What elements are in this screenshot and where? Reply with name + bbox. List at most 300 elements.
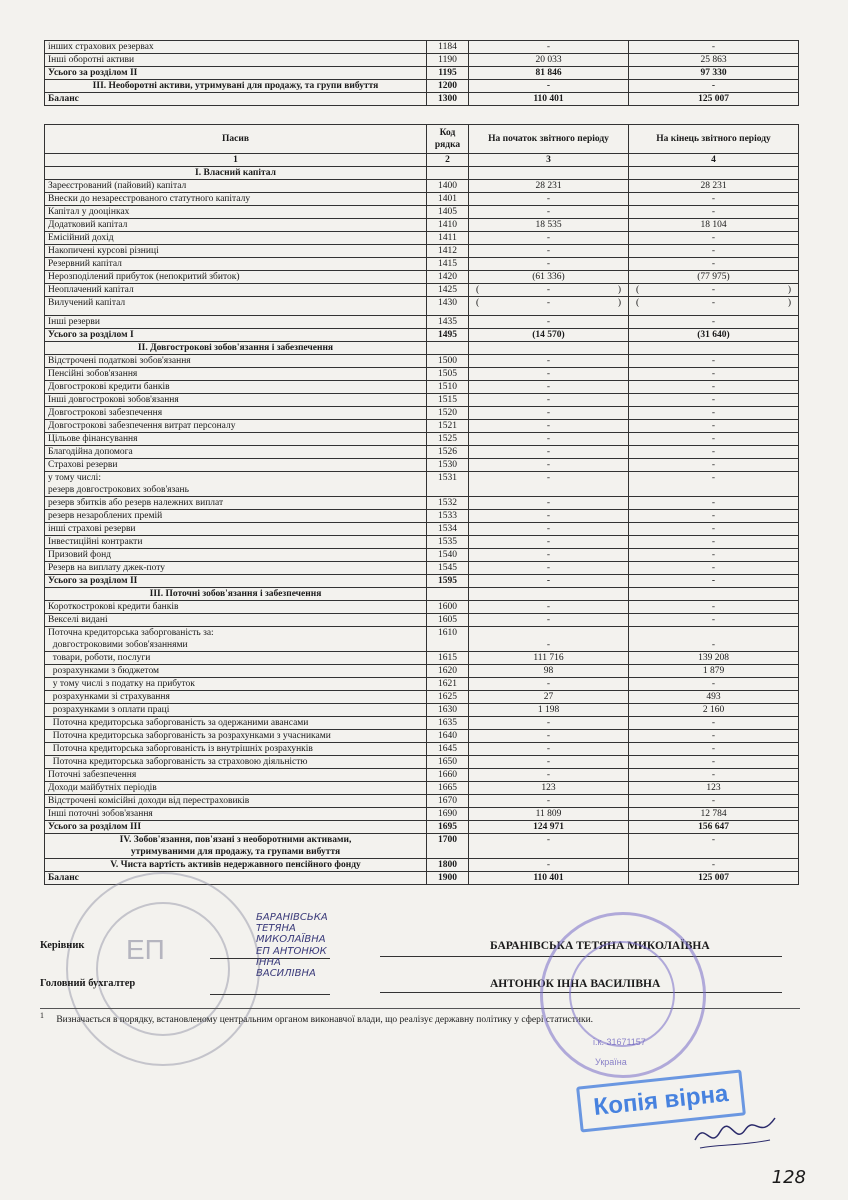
section-total-row — [45, 834, 799, 859]
row-start-value: 111 716 — [469, 652, 629, 665]
row-name — [45, 562, 427, 575]
row-end-value: - — [629, 717, 799, 730]
row-end-value: - — [629, 562, 799, 575]
row-start-value: - — [469, 420, 629, 433]
accountant-e-signature — [256, 946, 327, 979]
table-row — [45, 193, 799, 206]
row-end-value: - — [629, 859, 799, 872]
table-row — [45, 756, 799, 769]
row-start-value: 11 809 — [469, 808, 629, 821]
row-name-line2: довгостроковими зобов'язаннями — [48, 640, 188, 650]
table-row — [45, 678, 799, 691]
table-row — [45, 316, 799, 329]
row-name — [45, 394, 427, 407]
liabilities-table — [44, 124, 799, 885]
director-esig-line2: ТЕТЯНА — [256, 923, 296, 934]
row-end-value: 28 231 — [629, 180, 799, 193]
table-row — [45, 41, 799, 54]
row-name — [45, 730, 427, 743]
row-name: Баланс — [45, 93, 427, 106]
row-start-value: - — [469, 510, 629, 523]
row-end-value: - — [629, 730, 799, 743]
section-end-empty — [629, 342, 799, 355]
row-code: 1534 — [427, 523, 469, 536]
open-paren: ( — [476, 285, 480, 295]
row-name — [45, 782, 427, 795]
row-start-value: - — [469, 859, 629, 872]
row-code: 1410 — [427, 219, 469, 232]
open-paren: ( — [636, 298, 640, 308]
row-start-value: 81 846 — [469, 67, 629, 80]
row-code: 1300 — [427, 93, 469, 106]
row-end-value: - — [629, 41, 799, 54]
section-total-row — [45, 859, 799, 872]
row-start-value: 18 535 — [469, 219, 629, 232]
row-end-value: - — [629, 193, 799, 206]
row-code: 1510 — [427, 381, 469, 394]
section-header-row — [45, 588, 799, 601]
col-num-3: 3 — [469, 154, 629, 167]
section-end-empty — [629, 588, 799, 601]
table-header-row — [45, 125, 799, 154]
row-name — [45, 652, 427, 665]
value: - — [546, 298, 551, 308]
header-code: Код рядка — [427, 125, 469, 154]
row-name-line1: товари, роботи, послуги — [48, 653, 151, 663]
table-row — [45, 219, 799, 232]
table-row — [45, 510, 799, 523]
row-code: 1635 — [427, 717, 469, 730]
table-row — [45, 67, 799, 80]
row-start-value: - — [469, 549, 629, 562]
row-end-value: - — [629, 381, 799, 394]
ep-seal-stamp — [66, 872, 260, 1066]
row-name — [45, 808, 427, 821]
row-code: 1640 — [427, 730, 469, 743]
row-code: 1695 — [427, 821, 469, 834]
row-name — [45, 743, 427, 756]
table-row — [45, 795, 799, 808]
table-row — [45, 459, 799, 472]
table-row — [45, 652, 799, 665]
table-row — [45, 472, 799, 497]
row-end-value: - — [629, 459, 799, 472]
section-start-empty — [469, 588, 629, 601]
row-name-line1: Додатковий капітал — [48, 220, 128, 230]
row-start-value: - — [469, 41, 629, 54]
row-end-value: 12 784 — [629, 808, 799, 821]
row-code: 1630 — [427, 704, 469, 717]
row-start-value: - — [469, 316, 629, 329]
section-title — [45, 859, 427, 872]
row-code: 1520 — [427, 407, 469, 420]
row-name — [45, 193, 427, 206]
row-name — [45, 297, 427, 316]
row-start-value: - — [469, 627, 629, 652]
row-name-line1: Баланс — [48, 873, 79, 883]
row-start-value: - — [469, 497, 629, 510]
row-code: 1800 — [427, 859, 469, 872]
row-name-line1: резерв збитків або резерв належних виплат — [48, 498, 224, 508]
value: - — [711, 298, 716, 308]
row-name-line1: Відстрочені комісійні доходи від перестраховиків — [48, 796, 250, 806]
row-end-value: - — [629, 575, 799, 588]
row-name-line1: Капітал у дооцінках — [48, 207, 130, 217]
handwritten-signature — [690, 1110, 780, 1160]
row-code: 1615 — [427, 652, 469, 665]
table-row — [45, 245, 799, 258]
row-start-value: - — [469, 446, 629, 459]
row-code: 1411 — [427, 232, 469, 245]
section-title-line1: V. Чиста вартість активів недержавного пенсійного фонду — [110, 860, 361, 870]
row-name-line1: Інші довгострокові зобов'язання — [48, 395, 179, 405]
row-start-value: - — [469, 717, 629, 730]
value: - — [711, 285, 716, 295]
row-name-line1: Страхові резерви — [48, 460, 118, 470]
row-start-value: - — [469, 433, 629, 446]
row-name-line1: Усього за розділом II — [48, 576, 138, 586]
row-start-value: 110 401 — [469, 93, 629, 106]
row-code: 1526 — [427, 446, 469, 459]
row-code: 1605 — [427, 614, 469, 627]
row-name-line1: у тому числі: — [48, 473, 101, 483]
table-row — [45, 782, 799, 795]
table-row — [45, 258, 799, 271]
row-start-value: 123 — [469, 782, 629, 795]
row-name-line1: інші страхові резерви — [48, 524, 136, 534]
accountant-name: АНТОНЮК ІННА ВАСИЛІВНА — [490, 978, 661, 990]
row-name — [45, 601, 427, 614]
row-name-line1: Призовий фонд — [48, 550, 111, 560]
row-end-value: - — [629, 433, 799, 446]
row-name-line1: Резерв на виплату джек-поту — [48, 563, 166, 573]
row-name-line1: Поточна кредиторська заборгованість за: — [48, 628, 214, 638]
row-start-value: - — [469, 769, 629, 782]
row-name — [45, 232, 427, 245]
round-stamp-code: і.к. 31671157 — [593, 1037, 646, 1047]
row-code: 1500 — [427, 355, 469, 368]
row-name-line1: у тому числі з податку на прибуток — [48, 679, 195, 689]
row-name-line1: Поточна кредиторська заборгованість за розрахунками з учасниками — [48, 731, 331, 741]
row-code: 1415 — [427, 258, 469, 271]
row-name-line1: Внески до незареєстрованого статутного капіталу — [48, 194, 251, 204]
row-name — [45, 206, 427, 219]
section-start-empty — [469, 342, 629, 355]
row-code: 1430 — [427, 297, 469, 316]
table-row — [45, 627, 799, 652]
section-header-row — [45, 342, 799, 355]
row-name: інших страхових резервах — [45, 41, 427, 54]
row-code: 1690 — [427, 808, 469, 821]
section-start-empty — [469, 167, 629, 180]
row-name-line1: Емісійний дохід — [48, 233, 114, 243]
row-code: 1650 — [427, 756, 469, 769]
row-name — [45, 329, 427, 342]
row-name: Усього за розділом II — [45, 67, 427, 80]
row-end-value: 1 879 — [629, 665, 799, 678]
row-name: III. Необоротні активи, утримувані для продажу, та групи вибуття — [45, 80, 427, 93]
row-name-line1: розрахунками зі страхування — [48, 692, 170, 702]
row-name-line1: Довгострокові кредити банків — [48, 382, 170, 392]
row-name — [45, 219, 427, 232]
row-name — [45, 355, 427, 368]
row-code: 1700 — [427, 834, 469, 859]
row-start-value: - — [469, 368, 629, 381]
col-num-2: 2 — [427, 154, 469, 167]
row-name — [45, 459, 427, 472]
row-start-value: - — [469, 575, 629, 588]
row-start-value: - — [469, 407, 629, 420]
close-paren: ) — [787, 298, 791, 308]
row-start-value: - — [469, 536, 629, 549]
row-name — [45, 691, 427, 704]
row-end-value: - — [629, 472, 799, 497]
row-name-line1: Відстрочені податкові зобов'язання — [48, 356, 191, 366]
row-end-value: - — [629, 678, 799, 691]
row-end-value: (77 975) — [629, 271, 799, 284]
row-start-value: - — [469, 232, 629, 245]
table-row — [45, 769, 799, 782]
director-e-signature — [256, 912, 328, 945]
director-esig-line3: МИКОЛАЇВНА — [256, 934, 326, 945]
table-row — [45, 394, 799, 407]
row-name — [45, 549, 427, 562]
row-name — [45, 665, 427, 678]
row-code: 1620 — [427, 665, 469, 678]
row-code: 1521 — [427, 420, 469, 433]
director-label: Керівник — [40, 940, 85, 951]
close-paren: ) — [617, 285, 621, 295]
row-name — [45, 446, 427, 459]
accountant-esig-line1: ЕП АНТОНЮК — [256, 946, 327, 957]
row-name — [45, 472, 427, 497]
row-name-line1: Пенсійні зобов'язання — [48, 369, 138, 379]
table-row — [45, 329, 799, 342]
open-paren: ( — [476, 298, 480, 308]
row-name — [45, 756, 427, 769]
section-title: III. Поточні зобов'язання і забезпечення — [45, 588, 427, 601]
director-esig-line1: БАРАНІВСЬКА — [256, 912, 328, 923]
row-end-value: - — [629, 258, 799, 271]
open-paren: ( — [636, 285, 640, 295]
row-code: 1530 — [427, 459, 469, 472]
table-row — [45, 355, 799, 368]
row-name — [45, 795, 427, 808]
table-row — [45, 562, 799, 575]
row-name-line1: Резервний капітал — [48, 259, 122, 269]
row-end-value: - — [629, 743, 799, 756]
row-end-value: - — [629, 834, 799, 859]
row-end-value — [629, 297, 799, 316]
row-start-value: - — [469, 355, 629, 368]
section-header-row — [45, 167, 799, 180]
row-name-line1: Поточна кредиторська заборгованість за страховою діяльністю — [48, 757, 308, 767]
row-name — [45, 821, 427, 834]
table-row — [45, 665, 799, 678]
row-code: 1515 — [427, 394, 469, 407]
section-code-empty — [427, 588, 469, 601]
row-name — [45, 614, 427, 627]
row-name-line1: Усього за розділом I — [48, 330, 134, 340]
table-row — [45, 730, 799, 743]
table-row — [45, 407, 799, 420]
row-end-value: - — [629, 407, 799, 420]
header-end: На кінець звітного періоду — [629, 125, 799, 154]
copy-certified-stamp: Копія вірна — [576, 1069, 746, 1132]
table-row — [45, 54, 799, 67]
header-start: На початок звітного періоду — [469, 125, 629, 154]
row-start-value: - — [469, 245, 629, 258]
row-name-line1: Інші резерви — [48, 317, 100, 327]
row-end-value: 139 208 — [629, 652, 799, 665]
row-end-value: - — [629, 497, 799, 510]
row-code: 1532 — [427, 497, 469, 510]
row-code: 1412 — [427, 245, 469, 258]
col-num-1: 1 — [45, 154, 427, 167]
row-name — [45, 704, 427, 717]
row-name — [45, 258, 427, 271]
row-end-value: - — [629, 245, 799, 258]
row-name — [45, 717, 427, 730]
round-stamp-country: Україна — [595, 1057, 627, 1067]
table-row — [45, 446, 799, 459]
row-name — [45, 536, 427, 549]
table-row — [45, 601, 799, 614]
row-start-value: 27 — [469, 691, 629, 704]
table-row — [45, 368, 799, 381]
row-name-line1: Вилучений капітал — [48, 298, 126, 308]
row-start-value: - — [469, 381, 629, 394]
row-code: 1425 — [427, 284, 469, 297]
row-end-value: 125 007 — [629, 93, 799, 106]
row-end-value: 493 — [629, 691, 799, 704]
close-paren: ) — [787, 285, 791, 295]
row-code: 1595 — [427, 575, 469, 588]
row-name-line1: розрахунками з оплати праці — [48, 705, 170, 715]
row-name-line1: Довгострокові забезпечення — [48, 408, 163, 418]
row-end-value: - — [629, 756, 799, 769]
row-name-line2: резерв довгострокових зобов'язань — [48, 485, 189, 495]
row-code: 1405 — [427, 206, 469, 219]
row-start-value: - — [469, 743, 629, 756]
row-name — [45, 497, 427, 510]
row-name-line1: Поточні забезпечення — [48, 770, 137, 780]
row-code: 1525 — [427, 433, 469, 446]
row-start-value: - — [469, 756, 629, 769]
table-row — [45, 206, 799, 219]
round-stamp-inner — [569, 941, 675, 1047]
row-start-value: - — [469, 193, 629, 206]
row-name-line1: розрахунками з бюджетом — [48, 666, 160, 676]
row-name — [45, 627, 427, 652]
row-end-value: 2 160 — [629, 704, 799, 717]
footnote-text: Визначається в порядку, встановленому центральним органом виконавчої влади, що реалізує державну політику у сфері статистики. — [56, 1015, 594, 1026]
row-code: 1190 — [427, 54, 469, 67]
row-name-line1: Інвестиційні контракти — [48, 537, 143, 547]
table-row — [45, 80, 799, 93]
row-name-line1: Накопичені курсові різниці — [48, 246, 159, 256]
row-code: 1535 — [427, 536, 469, 549]
table-row — [45, 420, 799, 433]
row-end-value: - — [629, 368, 799, 381]
row-name — [45, 575, 427, 588]
row-name-line1: Інші поточні зобов'язання — [48, 809, 153, 819]
row-code: 1660 — [427, 769, 469, 782]
row-name — [45, 678, 427, 691]
section-code-empty — [427, 167, 469, 180]
row-start-value: - — [469, 730, 629, 743]
row-name-line1: Зареєстрований (пайовий) капітал — [48, 181, 187, 191]
row-code: 1533 — [427, 510, 469, 523]
row-end-value: - — [629, 523, 799, 536]
row-end-value: - — [629, 232, 799, 245]
row-end-value: - — [629, 394, 799, 407]
row-name-line1: Благодійна допомога — [48, 447, 133, 457]
row-code: 1200 — [427, 80, 469, 93]
row-name — [45, 420, 427, 433]
row-name — [45, 872, 427, 885]
table-row — [45, 575, 799, 588]
row-code: 1900 — [427, 872, 469, 885]
table-row — [45, 523, 799, 536]
row-code: 1400 — [427, 180, 469, 193]
row-code: 1610 — [427, 627, 469, 652]
row-code: 1435 — [427, 316, 469, 329]
row-start-value: - — [469, 601, 629, 614]
row-end-value: (31 640) — [629, 329, 799, 342]
row-name-line1: Усього за розділом III — [48, 822, 142, 832]
table-row — [45, 284, 799, 297]
row-start-value: - — [469, 206, 629, 219]
parenthesized-value — [472, 297, 625, 309]
table-row — [45, 743, 799, 756]
row-start-value: (61 336) — [469, 271, 629, 284]
close-paren: ) — [617, 298, 621, 308]
row-end-value: - — [629, 206, 799, 219]
row-end-value: 125 007 — [629, 872, 799, 885]
section-code-empty — [427, 342, 469, 355]
table-row — [45, 381, 799, 394]
row-start-value — [469, 284, 629, 297]
row-end-value: 25 863 — [629, 54, 799, 67]
table-row — [45, 821, 799, 834]
row-end-value: - — [629, 601, 799, 614]
row-code: 1645 — [427, 743, 469, 756]
row-name — [45, 180, 427, 193]
row-start-value: 98 — [469, 665, 629, 678]
table-row — [45, 808, 799, 821]
page-number: 128 — [771, 1167, 806, 1188]
row-name — [45, 510, 427, 523]
table-row — [45, 704, 799, 717]
row-end-value: 156 647 — [629, 821, 799, 834]
row-name-line1: Цільове фінансування — [48, 434, 138, 444]
row-name — [45, 284, 427, 297]
row-start-value: - — [469, 258, 629, 271]
row-end-value — [629, 284, 799, 297]
row-code: 1420 — [427, 271, 469, 284]
row-name-line1: Неоплачений капітал — [48, 285, 134, 295]
row-start-value: - — [469, 523, 629, 536]
table-row — [45, 433, 799, 446]
accountant-esig-line3: ВАСИЛІВНА — [256, 968, 316, 979]
value: - — [546, 285, 551, 295]
row-start-value: (14 570) — [469, 329, 629, 342]
parenthesized-value — [632, 297, 795, 309]
table-row — [45, 180, 799, 193]
row-code: 1600 — [427, 601, 469, 614]
table-row — [45, 717, 799, 730]
